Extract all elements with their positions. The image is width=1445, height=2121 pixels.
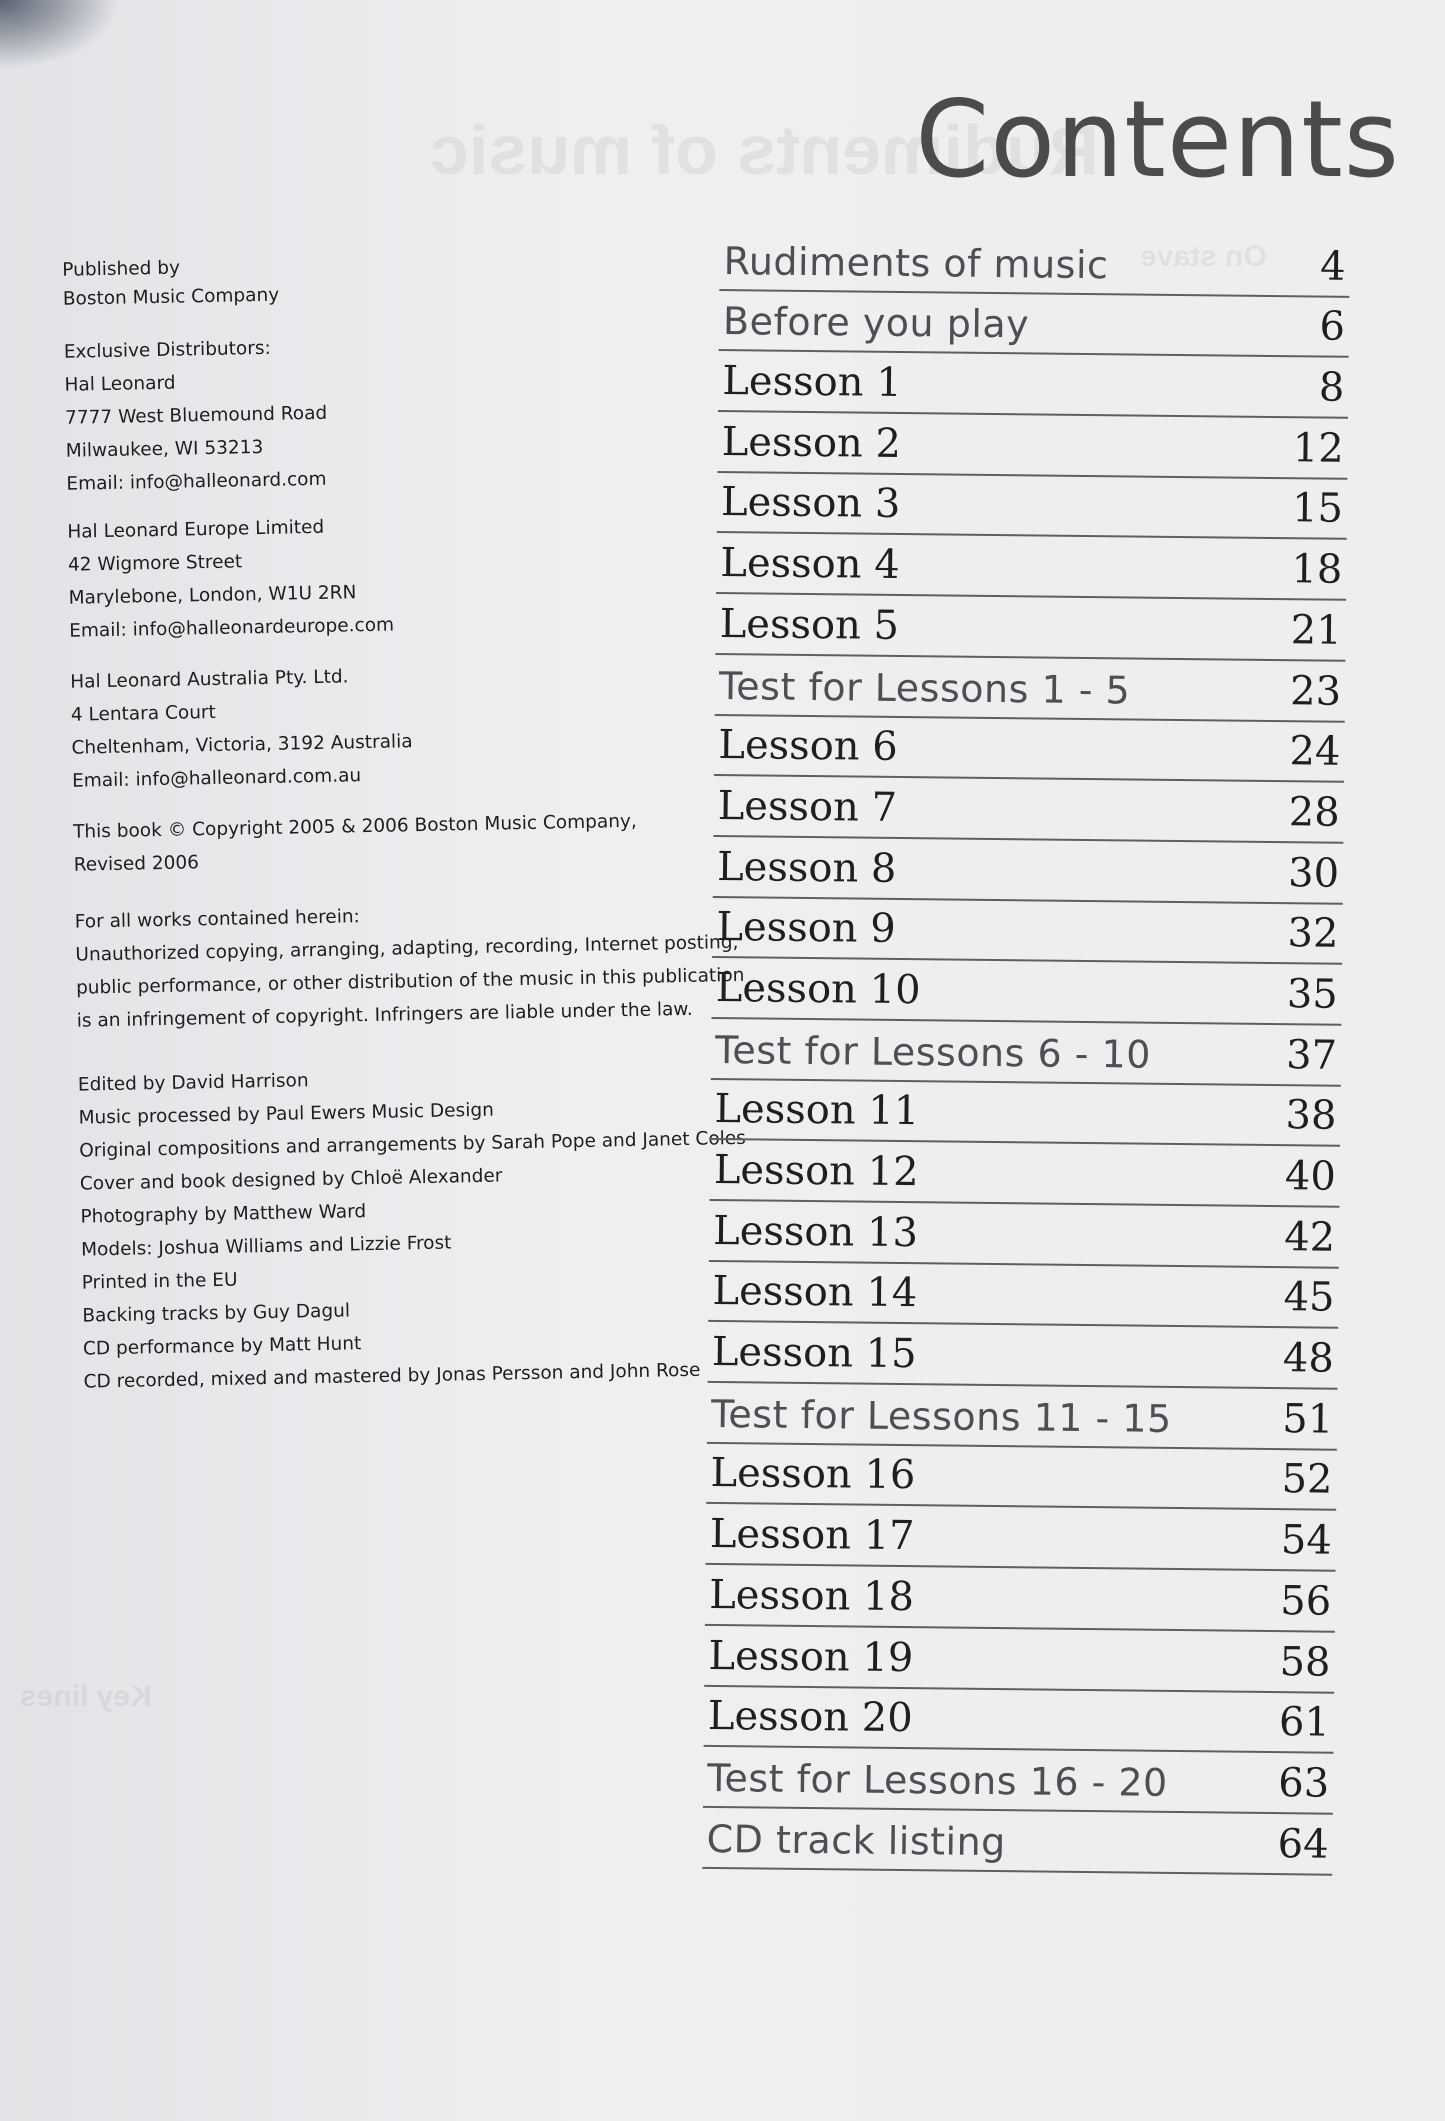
toc-entry [706, 1504, 1337, 1572]
credits-block [78, 1056, 751, 1399]
toc-entry [708, 1322, 1339, 1390]
toc-page-number: 4 [1319, 243, 1346, 290]
toc-entry [702, 1808, 1333, 1876]
toc-page-number: 24 [1289, 728, 1341, 775]
toc-page-number: 12 [1292, 424, 1344, 472]
toc-page-number: 37 [1285, 1031, 1338, 1079]
australia-address: 4 Lentara Court [70, 701, 217, 726]
revised-line: Revised 2006 [73, 852, 200, 876]
toc-page-number: 45 [1283, 1274, 1335, 1322]
toc-page-number: 64 [1277, 1820, 1329, 1868]
toc-page-number: 51 [1282, 1395, 1334, 1443]
toc-entry [711, 1019, 1342, 1087]
toc-entry-title: Lesson 16 [710, 1450, 916, 1499]
toc-entry-title: Test for Lessons 6 - 10 [714, 1027, 1152, 1077]
toc-page-number: 42 [1283, 1213, 1336, 1261]
publisher-label: Published by [62, 257, 181, 281]
toc-entry [713, 776, 1344, 844]
toc-entry-title: Lesson 19 [708, 1632, 914, 1681]
toc-page-number: 6 [1319, 303, 1346, 351]
toc-page-number: 35 [1286, 971, 1339, 1018]
publisher-block [62, 250, 280, 316]
distributor-address: 7777 West Bluemound Road [64, 402, 328, 429]
show-through-heading: Rudiments of music [430, 111, 1099, 189]
credit-line: Cover and book designed by Chloë Alexander [79, 1165, 503, 1195]
toc-page-number: 58 [1279, 1638, 1331, 1686]
credit-line: Models: Joshua Williams and Lizzie Frost [80, 1232, 452, 1261]
toc-entry [708, 1262, 1339, 1330]
copyright-block [73, 805, 638, 882]
distributor-name: Hal Leonard [64, 372, 176, 396]
credit-line: Photography by Matthew Ward [80, 1201, 367, 1228]
toc-entry [704, 1626, 1335, 1694]
show-through-subheading: On stave [1140, 240, 1267, 273]
toc-entry-title: Before you play [722, 299, 1030, 347]
toc-entry-title: Lesson 5 [719, 600, 900, 649]
toc-page-number: 32 [1287, 910, 1339, 957]
credit-line: Music processed by Paul Ewers Music Design [78, 1099, 495, 1129]
toc-entry [715, 655, 1346, 723]
toc-page-number: 61 [1278, 1699, 1331, 1746]
credit-line: CD performance by Matt Hunt [82, 1333, 362, 1360]
toc-entry-title: Lesson 18 [708, 1571, 915, 1620]
toc-page-number: 28 [1288, 789, 1340, 836]
rights-block [75, 893, 746, 1038]
toc-page-number: 23 [1289, 667, 1342, 715]
toc-entry-title: Lesson 17 [709, 1511, 915, 1560]
toc-entry [709, 1201, 1340, 1269]
toc-entry-title: Lesson 2 [721, 418, 902, 467]
page-corner-shadow [0, 0, 120, 70]
toc-entry [719, 230, 1350, 298]
toc-entry [706, 1444, 1337, 1512]
toc-entry [707, 1383, 1338, 1451]
europe-block [67, 510, 394, 648]
toc-page-number: 54 [1280, 1517, 1333, 1564]
toc-page-number: 30 [1287, 849, 1340, 897]
toc-page-number: 56 [1280, 1577, 1332, 1625]
toc-entry-title: Lesson 1 [722, 358, 902, 407]
rights-line: Unauthorized copying, arranging, adapting, recording, Internet posting, [75, 931, 739, 966]
distributors-block [64, 331, 329, 501]
distributor-city: Milwaukee, WI 53213 [65, 436, 264, 462]
europe-address: 42 Wigmore Street [67, 551, 243, 576]
australia-block [70, 659, 414, 798]
toc-entry-title: Lesson 14 [712, 1268, 918, 1317]
credit-line: Backing tracks by Guy Dagul [82, 1300, 351, 1327]
table-of-contents [702, 230, 1350, 1875]
imprint-block [0, 242, 747, 1393]
europe-city: Marylebone, London, W1U 2RN [68, 582, 357, 609]
toc-entry [716, 533, 1347, 601]
toc-page-number: 18 [1291, 546, 1343, 593]
toc-entry-title: Lesson 20 [707, 1693, 913, 1742]
toc-entry [713, 837, 1344, 905]
toc-entry-title: Lesson 10 [715, 964, 921, 1014]
australia-name: Hal Leonard Australia Pty. Ltd. [70, 666, 349, 693]
toc-entry [719, 291, 1350, 359]
page-title: Contents [915, 78, 1400, 201]
toc-entry-title: Lesson 9 [716, 904, 896, 953]
toc-entry [703, 1747, 1334, 1815]
toc-entry [717, 473, 1348, 541]
toc-entry [705, 1565, 1336, 1633]
toc-entry-title: Lesson 15 [711, 1329, 917, 1378]
show-through-subheading-2: Key lines [20, 1680, 152, 1713]
toc-entry-title: Lesson 3 [720, 479, 901, 528]
toc-page-number: 15 [1291, 485, 1344, 533]
credit-line: CD recorded, mixed and mastered by Jonas Persson and John Rose [83, 1359, 701, 1393]
toc-entry [718, 351, 1349, 419]
credit-line: Edited by David Harrison [77, 1070, 309, 1096]
toc-page-number: 38 [1285, 1092, 1337, 1140]
distributors-heading: Exclusive Distributors: [63, 337, 271, 363]
toc-entry-title: Test for Lessons 16 - 20 [707, 1755, 1168, 1805]
toc-page-number: 52 [1281, 1456, 1333, 1504]
toc-page-number: 48 [1282, 1335, 1335, 1382]
toc-page-number: 21 [1290, 607, 1342, 654]
toc-page-number: 63 [1278, 1760, 1330, 1807]
toc-entry-title: Test for Lessons 11 - 15 [710, 1391, 1172, 1441]
toc-entry-title: CD track listing [706, 1816, 1007, 1864]
australia-email: Email: info@halleonard.com.au [71, 765, 362, 792]
toc-page-number: 40 [1284, 1153, 1337, 1200]
toc-entry-title: Lesson 6 [718, 722, 898, 771]
toc-entry [711, 958, 1342, 1026]
toc-entry [709, 1140, 1340, 1208]
rights-line: public performance, or other distribution of the music in this publication [75, 964, 745, 999]
australia-city: Cheltenham, Victoria, 3192 Australia [71, 731, 413, 759]
toc-entry [715, 594, 1346, 662]
toc-entry-title: Lesson 4 [720, 540, 900, 589]
toc-entry-title: Lesson 7 [717, 782, 898, 831]
toc-entry [712, 898, 1343, 966]
rights-heading: For all works contained herein: [74, 906, 361, 933]
toc-page-number: 8 [1318, 364, 1345, 411]
toc-entry [714, 715, 1345, 783]
toc-entry-title: Lesson 8 [716, 843, 897, 892]
toc-entry [710, 1080, 1341, 1148]
copyright-line: This book © Copyright 2005 & 2006 Boston Music Company, [72, 810, 637, 843]
toc-entry-title: Lesson 11 [714, 1086, 920, 1135]
toc-entry-title: Test for Lessons 1 - 5 [718, 663, 1131, 712]
europe-name: Hal Leonard Europe Limited [67, 516, 325, 543]
toc-entry [704, 1686, 1335, 1754]
europe-email: Email: info@halleonardeurope.com [69, 614, 395, 642]
toc-entry-title: Lesson 12 [713, 1146, 919, 1196]
toc-entry [717, 412, 1348, 480]
rights-line: is an infringement of copyright. Infringers are liable under the law. [76, 998, 693, 1032]
credit-line: Printed in the EU [81, 1269, 238, 1294]
toc-entry-title: Rudiments of music [723, 238, 1109, 287]
publisher-name: Boston Music Company [62, 284, 280, 310]
toc-entry-title: Lesson 13 [712, 1207, 919, 1256]
credit-line: Original compositions and arrangements by Sarah Pope and Janet Coles [79, 1127, 747, 1162]
distributor-email: Email: info@halleonard.com [66, 468, 327, 495]
